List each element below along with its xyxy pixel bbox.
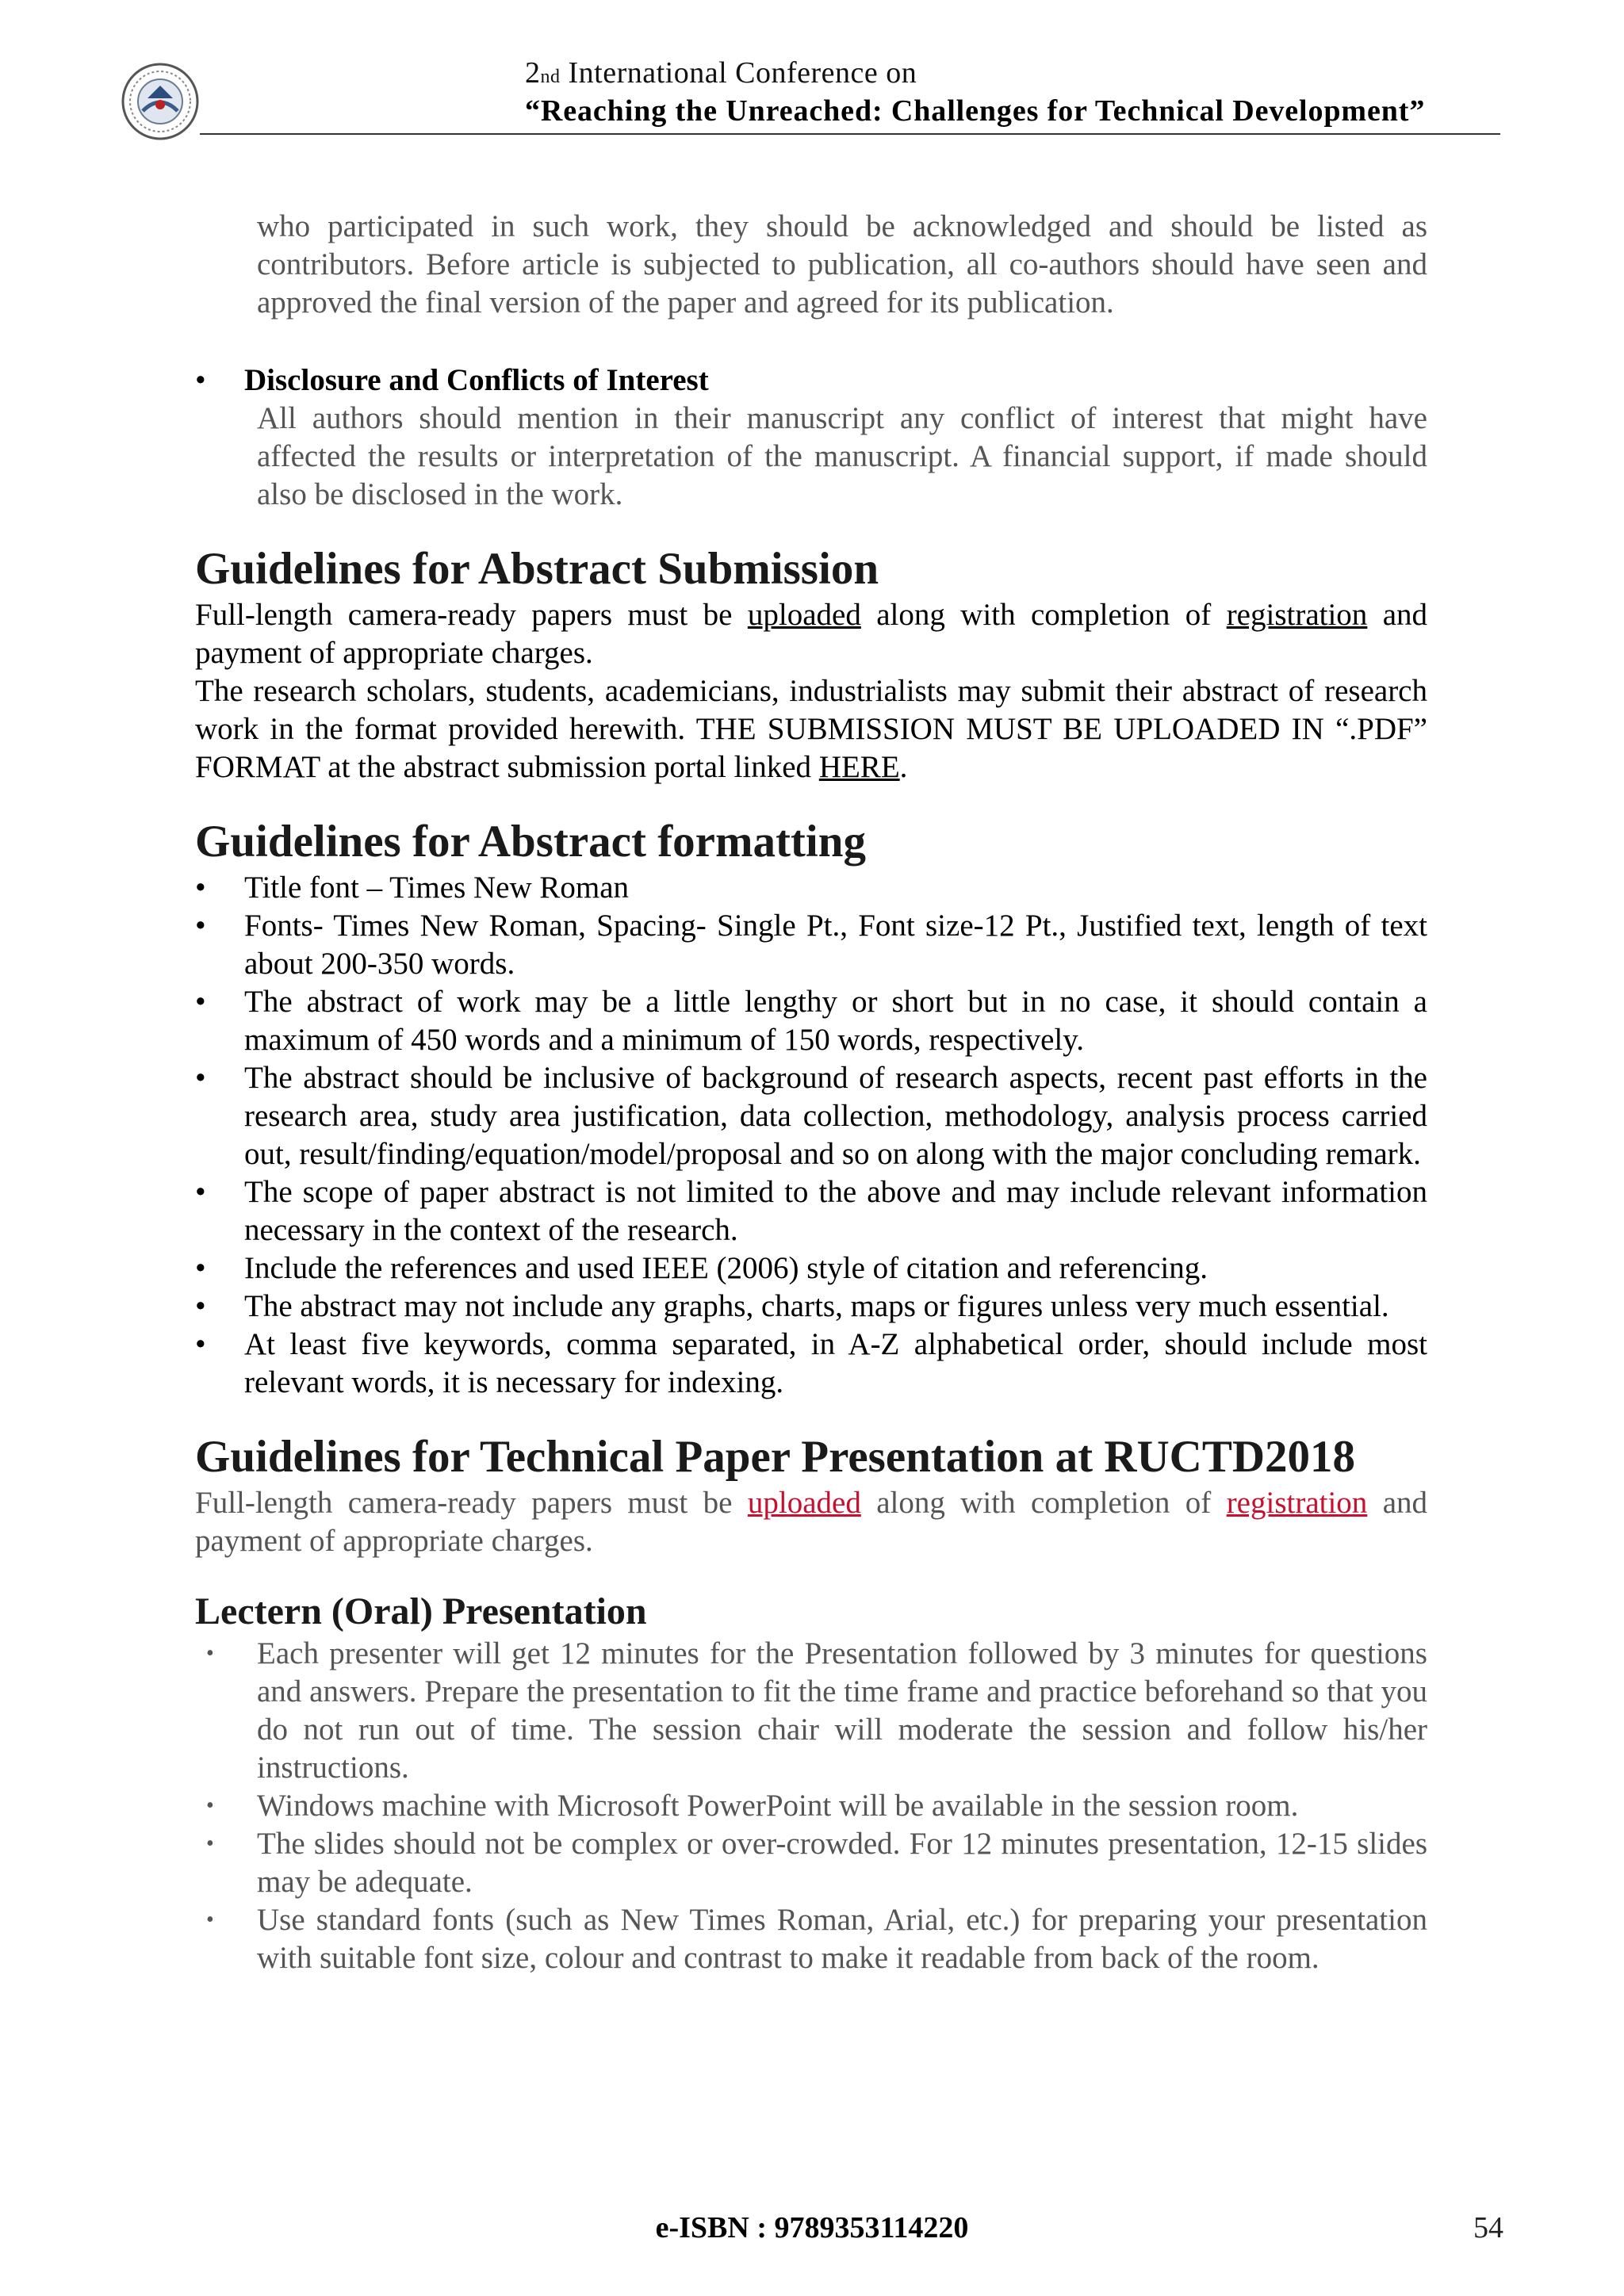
list-item: • The slides should not be complex or over-crowded. For 12 minutes presentation, 12-15 slides may be adequate. bbox=[206, 1827, 1427, 1899]
bullet-icon: • bbox=[206, 1908, 214, 1932]
disclosure-title: Disclosure and Conflicts of Interest bbox=[244, 363, 709, 397]
list-item: • The abstract should be inclusive of background of research aspects, recent past efforts in the research area, study area justification, data collection, methodology, analysis process carried out, result/finding/equation/model/proposal and so on along with the major concluding remark. bbox=[195, 1061, 1427, 1171]
abstract-formatting-heading: Guidelines for Abstract formatting bbox=[195, 817, 866, 867]
ordinal-suffix: nd bbox=[540, 67, 561, 87]
bullet-icon: • bbox=[195, 1175, 206, 1209]
abstract-formatting-list bbox=[195, 869, 1427, 1402]
list-item bbox=[195, 362, 1427, 400]
bullet-icon: • bbox=[195, 1251, 206, 1285]
registration-link[interactable]: registration bbox=[1226, 1486, 1368, 1520]
list-item: • Title font – Times New Roman bbox=[195, 869, 1427, 907]
conference-subtitle: “Reaching the Unreached: Challenges for Technical Development” bbox=[525, 94, 1426, 128]
abstract-submission-p2: The research scholars, students, academicians, industrialists may submit their abstract of research work in the format provided herewith. THE SUBMISSION MUST BE UPLOADED IN “.PDF” FORMAT at the abstract submission portal linked HERE. bbox=[195, 674, 1427, 784]
list-item: • Use standard fonts (such as New Times Roman, Arial, etc.) for preparing your presentation with suitable font size, colour and contrast to make it readable from back of the room. bbox=[206, 1903, 1427, 1975]
bullet-icon: • bbox=[206, 1831, 214, 1856]
bullet-icon: • bbox=[195, 1061, 206, 1095]
bullet-icon: • bbox=[195, 1327, 206, 1361]
conference-title: 2nd International Conference on bbox=[525, 56, 917, 90]
bullet-icon: • bbox=[195, 1289, 206, 1323]
list-item: • Each presenter will get 12 minutes for the Presentation followed by 3 minutes for questions and answers. Prepare the presentation to fit the time frame and practice beforehand so that you do not run out of time. The session chair will moderate the session and follow his/her instructions. bbox=[206, 1636, 1427, 1785]
list-item: • The abstract of work may be a little lengthy or short but in no case, it should contain a maximum of 450 words and a minimum of 150 words, respectively. bbox=[195, 985, 1427, 1057]
list-item: • Fonts- Times New Roman, Spacing- Single Pt., Font size-12 Pt., Justified text, length of text about 200-350 words. bbox=[195, 909, 1427, 981]
isbn-label: e-ISBN : 9789353114220 bbox=[655, 2211, 969, 2244]
header-divider bbox=[200, 133, 1500, 135]
bullet-icon: • bbox=[195, 985, 206, 1019]
presentation-heading: Guidelines for Technical Paper Presentation at RUCTD2018 bbox=[195, 1432, 1356, 1482]
bullet-icon: • bbox=[195, 909, 206, 943]
presentation-paragraph: Full-length camera-ready papers must be uploaded along with completion of registration and payment of appropriate charges. bbox=[195, 1486, 1428, 1558]
intro-paragraph: who participated in such work, they should be acknowledged and should be listed as contributors. Before article is subjected to publication, all co-authors should have seen and approved the final version of the paper and agreed for its publication. bbox=[257, 209, 1427, 320]
list-item: • At least five keywords, comma separated, in A-Z alphabetical order, should include most relevant words, it is necessary for indexing. bbox=[195, 1327, 1427, 1399]
here-link[interactable]: HERE bbox=[818, 750, 900, 784]
lectern-list bbox=[195, 1635, 1427, 1977]
registration-link[interactable]: registration bbox=[1226, 598, 1368, 632]
abstract-submission-heading: Guidelines for Abstract Submission bbox=[195, 544, 879, 594]
bullet-icon: • bbox=[195, 871, 206, 905]
uploaded-link[interactable]: uploaded bbox=[747, 1486, 861, 1520]
uploaded-link[interactable]: uploaded bbox=[747, 598, 861, 632]
list-item: • The scope of paper abstract is not limited to the above and may include relevant information necessary in the context of the research. bbox=[195, 1175, 1427, 1247]
disclosure-text: All authors should mention in their manuscript any conflict of interest that might have affected the results or interpretation of the manuscript. A financial support, if made should also be disclosed in the work. bbox=[257, 401, 1427, 511]
list-item: • The abstract may not include any graphs, charts, maps or figures unless very much essential. bbox=[195, 1288, 1427, 1326]
disclosure-list bbox=[195, 362, 1427, 400]
conference-logo-icon bbox=[121, 62, 200, 141]
list-item: • Windows machine with Microsoft PowerPoint will be available in the session room. bbox=[195, 1787, 1427, 1825]
list-item: • Include the references and used IEEE (2006) style of citation and referencing. bbox=[195, 1249, 1427, 1288]
bullet-icon: • bbox=[206, 1641, 214, 1666]
abstract-submission-p1: Full-length camera-ready papers must be uploaded along with completion of registration and payment of appropriate charges. bbox=[195, 598, 1428, 670]
bullet-icon: • bbox=[206, 1793, 214, 1818]
page-number: 54 bbox=[1473, 2211, 1503, 2244]
lectern-heading: Lectern (Oral) Presentation bbox=[195, 1590, 647, 1632]
bullet-icon: • bbox=[195, 363, 206, 397]
page-content bbox=[195, 208, 1427, 1977]
